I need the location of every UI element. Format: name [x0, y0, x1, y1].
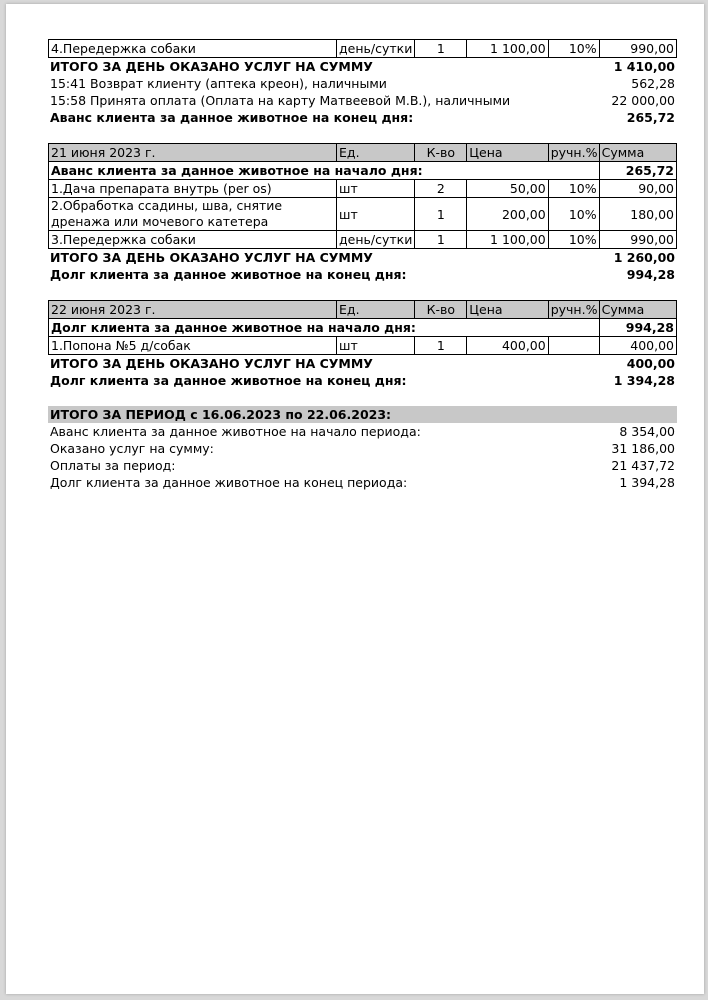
- day-21-table: [48, 143, 677, 249]
- header-qty: К-во: [415, 301, 467, 319]
- prev-day-summary: [48, 58, 677, 126]
- service-name: 2.Обработка ссадины, шва, снятие дренажа или мочевого катетера: [49, 198, 337, 231]
- day-end-label: Аванс клиента за данное животное на конец дня:: [50, 110, 414, 125]
- header-sum: Сумма: [599, 144, 676, 162]
- day-end-value: 1 394,28: [613, 373, 675, 388]
- service-price: 200,00: [467, 198, 548, 231]
- statement-content: [48, 39, 677, 491]
- table-row: [49, 337, 677, 355]
- day-total-row: [48, 58, 677, 75]
- period-line-value: 21 437,72: [611, 458, 675, 473]
- operation-text: 15:41 Возврат клиенту (аптека креон), наличными: [50, 76, 387, 91]
- header-discount: ручн.%: [548, 144, 599, 162]
- service-discount: 10%: [548, 231, 599, 249]
- header-unit: Ед.: [337, 144, 415, 162]
- period-line-label: Оказано услуг на сумму:: [50, 441, 214, 456]
- day-21-summary: [48, 249, 677, 283]
- day-date: 21 июня 2023 г.: [49, 144, 337, 162]
- period-line: [48, 423, 677, 440]
- service-unit: шт: [337, 180, 415, 198]
- period-line-label: Аванс клиента за данное животное на начало периода:: [50, 424, 421, 439]
- day-total-row: [48, 355, 677, 372]
- day-total-value: 1 260,00: [613, 250, 675, 265]
- period-line-label: Долг клиента за данное животное на конец периода:: [50, 475, 408, 490]
- day-22-table: [48, 300, 677, 355]
- day-end-label: Долг клиента за данное животное на конец дня:: [50, 267, 407, 282]
- service-sum: 990,00: [599, 231, 676, 249]
- service-qty: 1: [415, 40, 467, 58]
- service-price: 1 100,00: [467, 231, 548, 249]
- header-unit: Ед.: [337, 301, 415, 319]
- day-start-label: Аванс клиента за данное животное на начало дня:: [49, 162, 600, 180]
- day-start-row: [49, 162, 677, 180]
- table-row: [49, 231, 677, 249]
- service-sum: 400,00: [599, 337, 676, 355]
- service-price: 400,00: [467, 337, 548, 355]
- service-unit: день/сутки: [337, 40, 415, 58]
- day-end-value: 994,28: [626, 267, 675, 282]
- header-price: Цена: [467, 301, 548, 319]
- operation-value: 562,28: [631, 76, 675, 91]
- service-discount: 10%: [548, 198, 599, 231]
- service-discount: 10%: [548, 180, 599, 198]
- period-line: [48, 457, 677, 474]
- service-qty: 1: [415, 198, 467, 231]
- day-end-row: [48, 372, 677, 389]
- period-line-value: 31 186,00: [611, 441, 675, 456]
- day-total-label: ИТОГО ЗА ДЕНЬ ОКАЗАНО УСЛУГ НА СУММУ: [50, 356, 373, 371]
- header-sum: Сумма: [599, 301, 676, 319]
- period-title: ИТОГО ЗА ПЕРИОД с 16.06.2023 по 22.06.2023:: [48, 406, 677, 423]
- operation-row: [48, 92, 677, 109]
- day-end-value: 265,72: [626, 110, 675, 125]
- table-row: [49, 198, 677, 231]
- day-total-label: ИТОГО ЗА ДЕНЬ ОКАЗАНО УСЛУГ НА СУММУ: [50, 250, 373, 265]
- service-sum: 990,00: [599, 40, 676, 58]
- service-unit: день/сутки: [337, 231, 415, 249]
- header-qty: К-во: [415, 144, 467, 162]
- day-start-label: Долг клиента за данное животное на начало дня:: [49, 319, 600, 337]
- service-discount: [548, 337, 599, 355]
- day-end-row: [48, 109, 677, 126]
- service-name: 1.Дача препарата внутрь (per os): [49, 180, 337, 198]
- service-qty: 1: [415, 231, 467, 249]
- day-total-value: 400,00: [626, 356, 675, 371]
- day-end-label: Долг клиента за данное животное на конец дня:: [50, 373, 407, 388]
- prev-day-table: [48, 39, 677, 58]
- document-page: [6, 4, 704, 994]
- service-name: 1.Попона №5 д/собак: [49, 337, 337, 355]
- service-sum: 180,00: [599, 198, 676, 231]
- day-header-row: [49, 144, 677, 162]
- service-discount: 10%: [548, 40, 599, 58]
- service-unit: шт: [337, 198, 415, 231]
- day-22-summary: [48, 355, 677, 389]
- day-total-value: 1 410,00: [613, 59, 675, 74]
- day-date: 22 июня 2023 г.: [49, 301, 337, 319]
- service-qty: 2: [415, 180, 467, 198]
- operation-row: [48, 75, 677, 92]
- service-name: 3.Передержка собаки: [49, 231, 337, 249]
- header-discount: ручн.%: [548, 301, 599, 319]
- day-start-row: [49, 319, 677, 337]
- service-price: 50,00: [467, 180, 548, 198]
- table-row: [49, 40, 677, 58]
- service-price: 1 100,00: [467, 40, 548, 58]
- operation-text: 15:58 Принята оплата (Оплата на карту Матвеевой М.В.), наличными: [50, 93, 511, 108]
- service-name: 4.Передержка собаки: [49, 40, 337, 58]
- day-start-value: 265,72: [599, 162, 676, 180]
- operation-value: 22 000,00: [611, 93, 675, 108]
- day-total-label: ИТОГО ЗА ДЕНЬ ОКАЗАНО УСЛУГ НА СУММУ: [50, 59, 373, 74]
- period-line-value: 8 354,00: [619, 424, 675, 439]
- period-line-label: Оплаты за период:: [50, 458, 176, 473]
- table-row: [49, 180, 677, 198]
- day-total-row: [48, 249, 677, 266]
- day-start-value: 994,28: [599, 319, 676, 337]
- service-sum: 90,00: [599, 180, 676, 198]
- service-unit: шт: [337, 337, 415, 355]
- period-line: [48, 474, 677, 491]
- day-end-row: [48, 266, 677, 283]
- header-price: Цена: [467, 144, 548, 162]
- period-line: [48, 440, 677, 457]
- day-header-row: [49, 301, 677, 319]
- service-qty: 1: [415, 337, 467, 355]
- period-line-value: 1 394,28: [619, 475, 675, 490]
